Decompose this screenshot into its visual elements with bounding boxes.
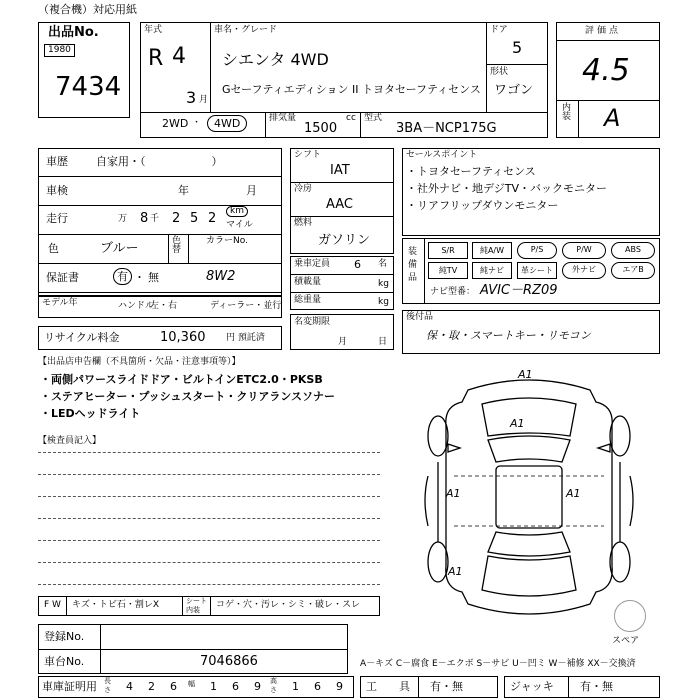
sales-point-2: ・社外ナビ・地デジTV・バックモニター [406, 182, 608, 195]
drive-2wd: 2WD [162, 117, 189, 130]
car-grade: Gセーフティエディション II トヨタセーフティセンス [222, 83, 481, 96]
shape-value: ワゴン [494, 83, 534, 98]
interior-value: A [604, 104, 621, 132]
capacity-value: 6 [354, 258, 361, 271]
car-name: シエンタ 4WD [222, 50, 329, 69]
year-tag: 1980 [44, 44, 75, 57]
load-label: 積載量 [294, 277, 322, 287]
tool-label: 工 具 [366, 680, 410, 693]
mile-unit: マイル [226, 220, 253, 230]
mileage-man: 万 [118, 214, 128, 224]
recycle-unit: 円 預託済 [226, 333, 265, 343]
fw-label: F W [44, 600, 61, 610]
sales-point-1: ・トヨタセーフティセンス [406, 165, 536, 178]
seat-label: シート内装 [186, 597, 207, 614]
displacement-label: 排気量 [269, 113, 297, 123]
color-value: ブルー [100, 241, 139, 256]
notes-label: 【出品店申告欄（不具箇所・欠品・注意事項等）】 [38, 357, 241, 367]
inspection-label: 車検 [46, 184, 68, 197]
equip-navi: 純ナビ [472, 262, 512, 279]
handle-options: 左・右 [150, 301, 178, 311]
score-value: 4.5 [582, 53, 630, 88]
chassis-value: 7046866 [200, 654, 258, 669]
handle-label: ハンドル [118, 301, 155, 311]
model-label: 型式 [364, 113, 383, 123]
door-label: ドア [490, 25, 508, 35]
equip-ps: P/S [517, 242, 557, 259]
width-d2: 6 [232, 680, 239, 693]
year-label: 年式 [144, 25, 163, 35]
cert-label: 車庫証明用 [42, 680, 97, 693]
equip-abs: ABS [611, 242, 655, 259]
lot-label: 出品No. [48, 25, 99, 40]
fuel-value: ガソリン [318, 233, 371, 248]
seat-items: コゲ・穴・汚レ・シミ・破レ・スレ [216, 600, 361, 610]
sales-point-3: ・リアフリップダウンモニター [406, 199, 559, 212]
car-name-label: 車名・グレード [214, 25, 278, 35]
recycle-value: 10,360 [160, 330, 206, 345]
interior-label: 内装 [562, 103, 572, 122]
color-no-label: カラーNo. [206, 236, 248, 246]
capacity-unit: 名 [378, 259, 388, 269]
width-d3: 9 [254, 680, 261, 693]
ac-value: AAC [326, 197, 353, 212]
chassis-label: 車台No. [44, 655, 85, 668]
equip-airbag: エアB [611, 262, 655, 279]
width-d1: 1 [210, 680, 217, 693]
length-d2: 2 [148, 680, 155, 693]
equip-alloy: 純A/W [472, 242, 512, 259]
history-value: 自家用・（ ） [96, 155, 223, 168]
length-label: 長さ [104, 677, 111, 694]
mileage-d1: 8 [140, 211, 149, 226]
equip-sr: S/R [428, 242, 468, 259]
height-d1: 1 [292, 680, 299, 693]
displacement-value: 1500 [304, 121, 338, 136]
color-change-label: 色替 [172, 236, 182, 255]
year-value: 4 [172, 44, 186, 69]
warranty-note: 8W2 [206, 269, 236, 284]
score-label: 評価点 [585, 26, 622, 36]
height-label: 高さ [270, 677, 277, 694]
reg-label: 登録No. [44, 630, 85, 643]
shift-label: シフト [294, 150, 322, 160]
total-unit: kg [378, 297, 389, 307]
after-label: 後付品 [406, 312, 434, 322]
era: R [148, 46, 164, 71]
equip-pw: P/W [562, 242, 606, 259]
load-unit: kg [378, 279, 389, 289]
length-d3: 6 [170, 680, 177, 693]
damage-mark-rear: A1 [448, 565, 463, 578]
color-label: 色 [48, 242, 59, 255]
damage-mark-front: A1 [518, 368, 533, 381]
damage-legend: A－キズ C－腐食 E－エクボ S－サビ U－凹ミ W－補修 XX－交換済 [360, 659, 636, 669]
capacity-label: 乗車定員 [294, 259, 331, 269]
fw-items: キズ・トビ石・割レX [72, 600, 159, 610]
equipment-label: 装備品 [408, 247, 418, 283]
lot-number: 7434 [55, 72, 122, 102]
cc-unit: cc [346, 113, 356, 123]
sales-label: セールスポイント [406, 150, 478, 160]
length-d1: 4 [126, 680, 133, 693]
note-line-2: ・ステアヒーター・プッシュスタート・クリアランスソナー [40, 390, 336, 403]
model-value: 3BA－NCP175G [396, 121, 497, 136]
spare-label: スペア [612, 636, 640, 646]
damage-mark-hood: A1 [510, 417, 525, 430]
inspection-year-unit: 年 [178, 184, 189, 197]
equip-ext-navi: 外ナビ [562, 262, 606, 279]
navi-model: AVIC－RZ09 [480, 283, 558, 298]
door-value: 5 [512, 38, 523, 57]
shape-label: 形状 [490, 67, 509, 77]
mileage-d4: 2 [208, 211, 217, 226]
warranty-separator: ・ [134, 271, 145, 284]
recycle-label: リサイクル料金 [44, 331, 120, 344]
after-items: 保・取・スマートキー・リモコン [426, 329, 591, 342]
note-line-3: ・LEDヘッドライト [40, 407, 141, 420]
jack-value: 有・無 [580, 680, 613, 693]
damage-mark-right: A1 [566, 487, 581, 500]
jack-label: ジャッキ [510, 680, 554, 693]
mileage-d2: 2 [172, 211, 181, 226]
tool-value: 有・無 [430, 680, 463, 693]
change-month-unit: 月 [338, 337, 348, 347]
history-label: 車歴 [46, 155, 68, 168]
mileage-label: 走行 [46, 212, 68, 225]
width-label: 幅 [188, 680, 195, 688]
spare-circle [614, 600, 646, 632]
mileage-d3: 5 [190, 211, 199, 226]
month-unit: 月 [199, 95, 209, 105]
dealer-label: ディーラー・並行 [210, 301, 282, 311]
change-day-unit: 日 [378, 337, 388, 347]
warranty-yes: 有 [113, 268, 132, 285]
form-title: （複合機）対応用紙 [38, 3, 137, 16]
total-label: 総重量 [294, 295, 322, 305]
shift-value: IAT [330, 163, 350, 178]
height-d2: 6 [314, 680, 321, 693]
car-damage-diagram [398, 366, 660, 628]
note-line-1: ・両側パワースライドドア・ビルトインETC2.0・PKSB [40, 373, 323, 386]
month-value: 3 [186, 88, 197, 107]
mileage-sen: 千 [150, 214, 160, 224]
equip-leather: 革シート [517, 262, 557, 279]
inspection-month-unit: 月 [246, 184, 257, 197]
model-year-label: モデル年 [42, 298, 78, 308]
warranty-no: 無 [148, 271, 159, 284]
navi-label: ナビ型番： [430, 287, 476, 297]
equip-tv: 純TV [428, 262, 468, 279]
change-label: 名変期限 [294, 317, 331, 327]
inspector-label: 【検査員記入】 [38, 436, 102, 446]
damage-mark-left: A1 [446, 487, 461, 500]
ac-label: 冷房 [294, 184, 313, 194]
drive-4wd: 4WD [207, 115, 247, 132]
warranty-label: 保証書 [46, 271, 79, 284]
km-unit: km [226, 206, 248, 217]
fuel-label: 燃料 [294, 218, 313, 228]
height-d3: 9 [336, 680, 343, 693]
